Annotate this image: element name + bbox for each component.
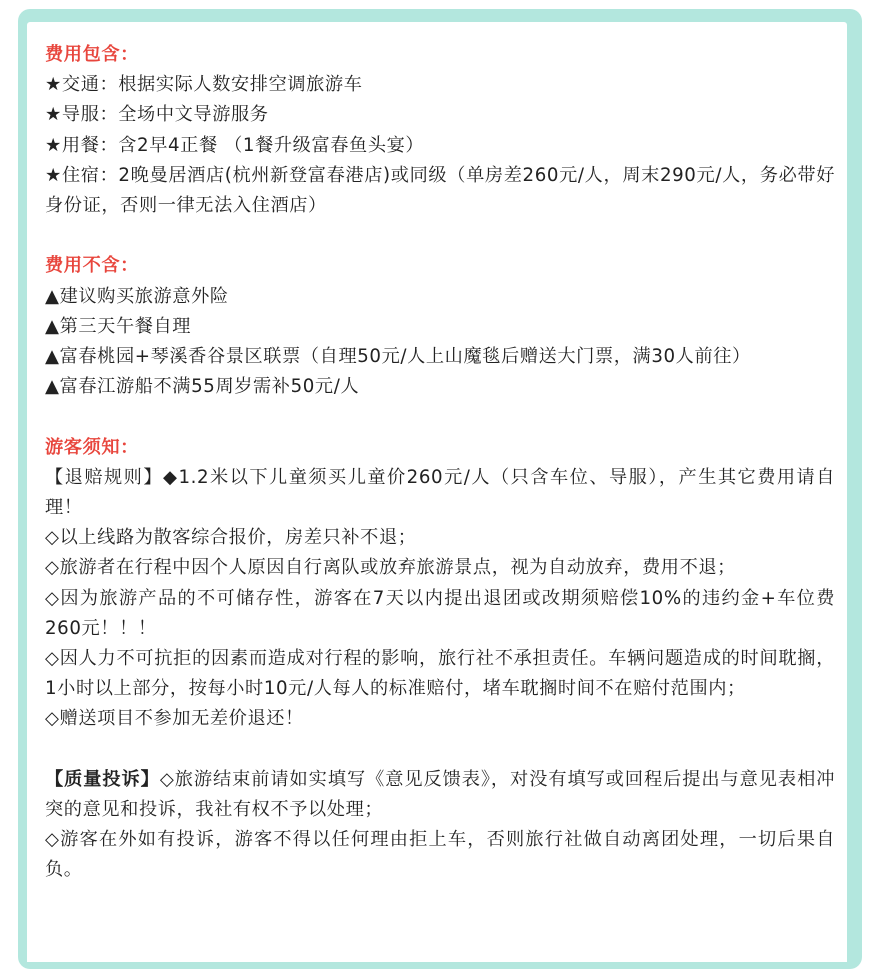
notice-item-force-majeure: ◇因人力不可抗拒的因素而造成对行程的影响，旅行社不承担责任。车辆问题造成的时间耽搁，1小时以上部分，按每小时10元/人每人的标准赔付，堵车耽搁时间不在赔付范围内； — [45, 648, 835, 700]
spacer — [45, 735, 835, 765]
notice-item-room: ◇以上线路为散客综合报价，房差只补不退； — [45, 527, 417, 549]
complaint-item-onboard: ◇游客在外如有投诉，游客不得以任何理由拒上车，否则旅行社做自动离团处理，一切后果自负。 — [45, 829, 835, 881]
spacer — [45, 402, 835, 432]
included-heading: 费用包含： — [45, 44, 139, 65]
refund-rule-text: ◆1.2米以下儿童须买儿童价260元/人（只含车位、导服），产生其它费用请自理！ — [45, 466, 835, 519]
quality-complaint-label: 【质量投诉】 — [45, 768, 160, 790]
excluded-item-ticket: ▲富春桃园+琴溪香谷景区联票（自理50元/人上山魔毯后赠送大门票，满30人前往） — [45, 346, 751, 368]
notice-item-gift: ◇赠送项目不参加无差价退还！ — [45, 708, 304, 730]
spacer — [45, 221, 835, 251]
included-item-hotel: ★住宿：2晚曼居酒店(杭州新登富春港店)或同级（单房差260元/人，周末290元/人，务必带好身份证，否则一律无法入住酒店） — [45, 164, 835, 217]
quality-complaint — [45, 765, 835, 825]
refund-rule-label: 【退赔规则】 — [45, 466, 163, 488]
excluded-item-boat: ▲富春江游船不满55周岁需补50元/人 — [45, 376, 360, 398]
excluded-item-insurance: ▲建议购买旅游意外险 — [45, 285, 229, 307]
itinerary-notes — [45, 40, 835, 886]
notice-item-leave: ◇旅游者在行程中因个人原因自行离队或放弃旅游景点，视为自动放弃，费用不退； — [45, 557, 736, 579]
included-item-guide: ★导服：全场中文导游服务 — [45, 104, 269, 126]
notice-heading: 游客须知： — [45, 436, 139, 458]
included-item-meals: ★用餐：含2早4正餐 （1餐升级富春鱼头宴） — [45, 134, 425, 156]
included-item-transport: ★交通：根据实际人数安排空调旅游车 — [45, 74, 363, 96]
refund-rule — [45, 463, 835, 523]
excluded-item-lunch: ▲第三天午餐自理 — [45, 315, 192, 337]
excluded-heading: 费用不含： — [45, 255, 139, 277]
quality-complaint-text: ◇旅游结束前请如实填写《意见反馈表》，对没有填写或回程后提出与意见表相冲突的意见和投诉，我社有权不予以处理； — [45, 768, 835, 821]
notice-item-cancel: ◇因为旅游产品的不可储存性，游客在7天以内提出退团或改期须赔偿10%的违约金+车位费260元！！！ — [45, 587, 835, 639]
